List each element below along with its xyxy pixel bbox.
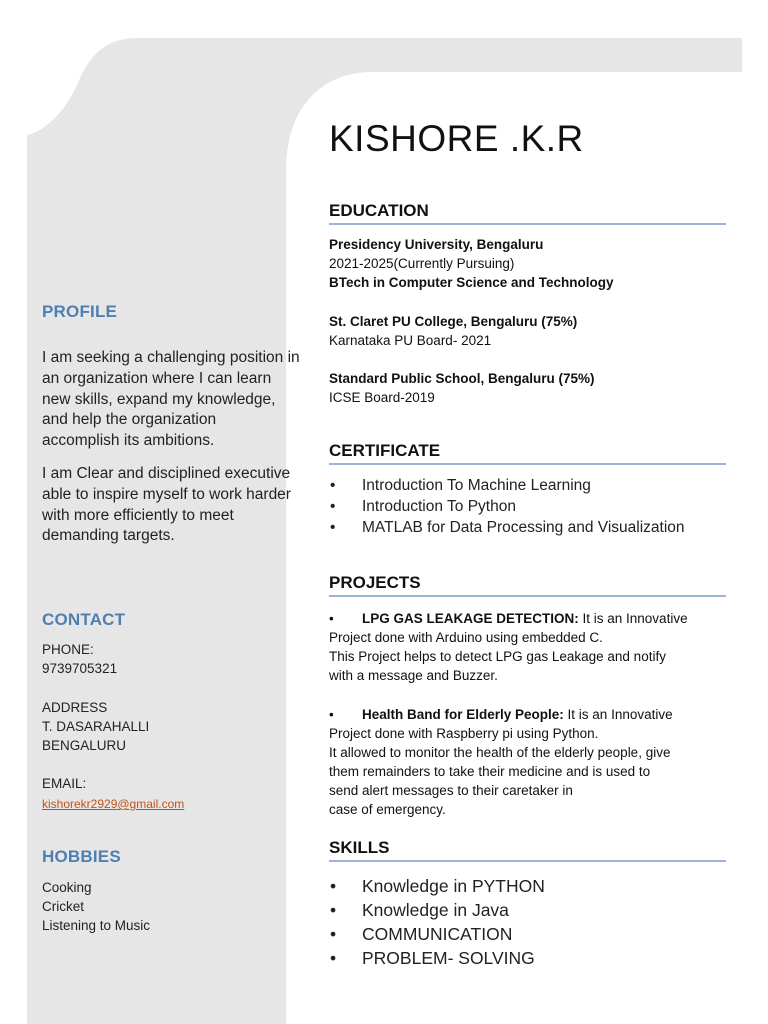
address-line: BENGALURU xyxy=(42,738,127,753)
project-line: This Project helps to detect LPG gas Leakage and notify xyxy=(329,649,666,664)
email-link[interactable]: kishorekr2929@gmail.com xyxy=(42,797,185,811)
hobby-item: Cooking xyxy=(42,880,92,895)
school-name: St. Claret PU College, Bengaluru (75%) xyxy=(329,314,578,329)
project-title: Health Band for Elderly People: xyxy=(362,707,564,722)
education-detail: ICSE Board-2019 xyxy=(329,390,435,405)
address-line: T. DASARAHALLI xyxy=(42,719,150,734)
certificate-item: • Introduction To Machine Learning xyxy=(329,475,685,496)
project-title: LPG GAS LEAKAGE DETECTION: xyxy=(362,611,579,626)
project-line: case of emergency. xyxy=(329,802,446,817)
profile-heading: PROFILE xyxy=(42,302,118,321)
project-first-line xyxy=(329,609,729,628)
hobbies-heading: HOBBIES xyxy=(42,847,121,866)
profile-text xyxy=(42,348,300,559)
education-detail: Karnataka PU Board- 2021 xyxy=(329,333,492,348)
skill-item: • COMMUNICATION xyxy=(329,922,545,946)
project-intro: It is an Innovative xyxy=(563,707,673,722)
hobby-item: Cricket xyxy=(42,899,85,914)
bullet-icon: • xyxy=(329,707,334,722)
school-name: Standard Public School, Bengaluru (75%) xyxy=(329,371,595,386)
profile-paragraph: I am seeking a challenging position in an organization where I can learn new skills, expand my knowledge, and help the organization xyxy=(42,349,300,429)
hobby-item: Listening to Music xyxy=(42,918,151,933)
school-name: Presidency University, Bengaluru xyxy=(329,237,544,252)
skills-heading: SKILLS xyxy=(329,838,726,862)
project-line: Project done with Raspberry pi using Python. xyxy=(329,726,599,741)
phone-label: PHONE: xyxy=(42,642,94,657)
phone-value: 9739705321 xyxy=(42,661,118,676)
education-entry xyxy=(329,235,614,292)
address-label: ADDRESS xyxy=(42,700,108,715)
project-entry xyxy=(329,609,729,685)
education-heading: EDUCATION xyxy=(329,201,726,225)
skill-item: • Knowledge in PYTHON xyxy=(329,874,545,898)
certificate-list xyxy=(329,475,685,538)
candidate-name: KISHORE .K.R xyxy=(329,118,584,159)
project-intro: It is an Innovative xyxy=(578,611,688,626)
certificate-heading: CERTIFICATE xyxy=(329,441,726,465)
contact-heading: CONTACT xyxy=(42,610,126,629)
education-detail: 2021-2025(Currently Pursuing) xyxy=(329,256,515,271)
skills-list xyxy=(329,874,545,970)
project-line: them remainders to take their medicine and is used to xyxy=(329,764,651,779)
project-line: send alert messages to their caretaker in xyxy=(329,783,573,798)
skill-item: • PROBLEM- SOLVING xyxy=(329,946,545,970)
project-entry xyxy=(329,705,729,819)
project-line: It allowed to monitor the health of the elderly people, give xyxy=(329,745,671,760)
bullet-icon: • xyxy=(329,611,334,626)
project-first-line xyxy=(329,705,729,724)
projects-heading: PROJECTS xyxy=(329,573,726,597)
education-entry xyxy=(329,312,577,350)
skill-item: • Knowledge in Java xyxy=(329,898,545,922)
degree-name: BTech in Computer Science and Technology xyxy=(329,275,614,290)
project-line: Project done with Arduino using embedded C. xyxy=(329,630,603,645)
profile-paragraph: accomplish its ambitions. xyxy=(42,432,215,450)
profile-paragraph: I am Clear and disciplined executive able to inspire myself to work harder with more efficiently to meet demanding targets. xyxy=(42,464,291,545)
project-line: with a message and Buzzer. xyxy=(329,668,498,683)
education-entry xyxy=(329,369,595,407)
certificate-item: • Introduction To Python xyxy=(329,496,685,517)
certificate-item: • MATLAB for Data Processing and Visualization xyxy=(329,517,685,538)
email-label: EMAIL: xyxy=(42,776,87,791)
